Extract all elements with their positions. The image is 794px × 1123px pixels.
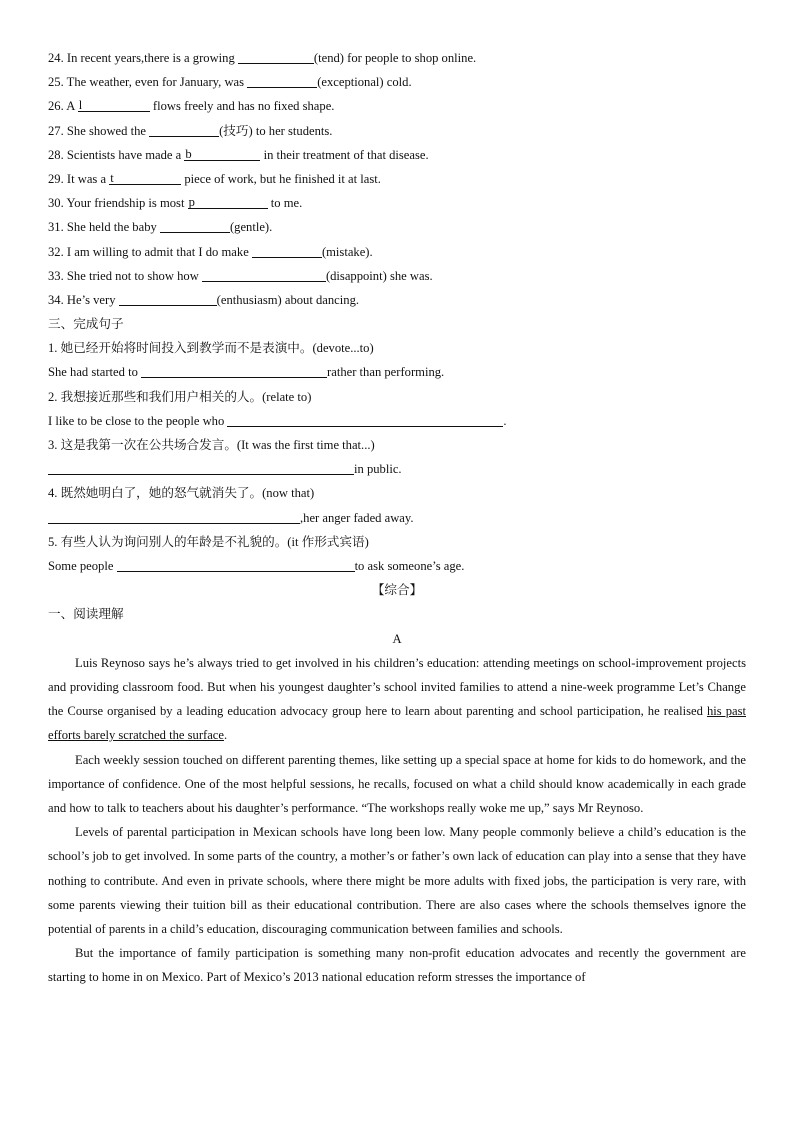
vocab-item-32: 32. I am willing to admit that I do make (mistake). [48,244,373,259]
passage-label: A [392,631,402,646]
answer-blank[interactable] [109,170,181,185]
first-letter-hint: t [110,170,114,185]
sentence-prompt: 2. 我想接近那些和我们用户相关的人。(relate to) [48,389,312,404]
answer-blank[interactable] [238,49,314,64]
first-letter-hint: l [78,98,83,113]
answer-blank[interactable] [227,412,503,427]
underlined-phrase: his past efforts barely scratched the surface [48,704,747,743]
first-letter-hint: p [188,195,195,210]
worksheet-page [48,46,746,990]
first-letter-hint: b [185,146,192,161]
sentence-prompt: 3. 这是我第一次在公共场合发言。(It was the first time that...) [48,438,375,452]
reading-passage [48,651,746,990]
answer-blank[interactable] [48,509,300,524]
answer-blank[interactable] [119,291,217,306]
vocab-list [48,46,746,312]
answer-blank[interactable] [149,122,219,137]
sentence-prompt: 5. 有些人认为询问别人的年龄是不礼貌的。(it 作形式宾语) [48,534,369,549]
passage-paragraph: But the importance of family participation is something many non-profit education advocates and recently the government are starting to home in on Mexico. Part of Mexico’s 2013 national education reform stresses the importance of [48,946,746,985]
vocab-item-24: 24. In recent years,there is a growing (tend) for people to shop online. [48,51,477,65]
answer-blank[interactable] [141,363,327,378]
answer-blank[interactable] [78,97,150,112]
answer-blank[interactable] [247,73,317,88]
answer-blank[interactable] [252,243,322,258]
sentence-answer-line: ,her anger faded away. [48,506,746,530]
section-title-reading: 一、阅读理解 [48,607,124,622]
passage-paragraph: Each weekly session touched on different parenting themes, like setting up a special space at home for kids to do homework, and the importance of confidence. One of the most helpful sessions, he recalls, focused on what a child should know academically in each grade and how to talk to teachers about his daughter’s performance. “The workshops really woke me up,” says Mr Reynoso. [48,752,746,815]
vocab-item-34: 34. He’s very (enthusiasm) about dancing. [48,292,360,307]
answer-blank[interactable] [48,460,354,475]
answer-blank[interactable] [202,267,326,282]
sentence-answer-line: in public. [48,457,746,481]
sentence-prompt: 4. 既然她明白了，她的怒气就消失了。(now that) [48,486,315,501]
answer-blank[interactable] [188,194,268,209]
vocab-item-30: 30. Your friendship is most p to me. [48,195,303,211]
passage-paragraph: Luis Reynoso says he’s always tried to get involved in his children’s education: attending meetings on school-improvement projects and providing classroom food. But when his youngest daughter’s school invited families to attend a nine-week programme Let’s Change the Course organised by a leading education advocacy group here to learn about parenting and school participation, he realised his past efforts barely scratched the surface. [48,655,747,743]
sentence-answer-line: I like to be close to the people who . [48,413,507,428]
sentence-answer-line: She had started to rather than performing. [48,365,445,380]
section-title-sentence-completion: 三、完成句子 [48,317,124,332]
sentence-list [48,336,746,578]
answer-blank[interactable] [117,557,355,572]
vocab-item-25: 25. The weather, even for January, was (exceptional) cold. [48,75,412,90]
sentence-answer-line: Some people to ask someone’s age. [48,558,465,573]
passage-paragraph: Levels of parental participation in Mexican schools have long been low. Many people commonly believe a child’s education is the school’s job to get involved. In some parts of the country, a mother’s or father’s own lack of education can play into a sense that they have nothing to contribute. And even in private schools, where there might be more adults with fixed jobs, the participation is very rare, with some parents viewing their tuition bill as their educational contribution. There are also cases where the schools themselves ignore the potential of parents in a child’s education, discouraging communication between families and schools. [48,825,746,936]
vocab-item-27: 27. She showed the (技巧) to her students. [48,123,333,138]
composite-heading: 【综合】 [371,583,423,598]
sentence-prompt: 1. 她已经开始将时间投入到教学而不是表演中。(devote...to) [48,341,374,356]
vocab-item-31: 31. She held the baby (gentle). [48,220,273,235]
vocab-item-26: 26. A l flows freely and has no fixed shape. [48,98,335,114]
vocab-item-29: 29. It was a t piece of work, but he finished it at last. [48,170,381,186]
answer-blank[interactable] [160,218,230,233]
answer-blank[interactable] [184,146,260,161]
vocab-item-28: 28. Scientists have made a b in their treatment of that disease. [48,146,429,162]
vocab-item-33: 33. She tried not to show how (disappoint) she was. [48,268,433,283]
